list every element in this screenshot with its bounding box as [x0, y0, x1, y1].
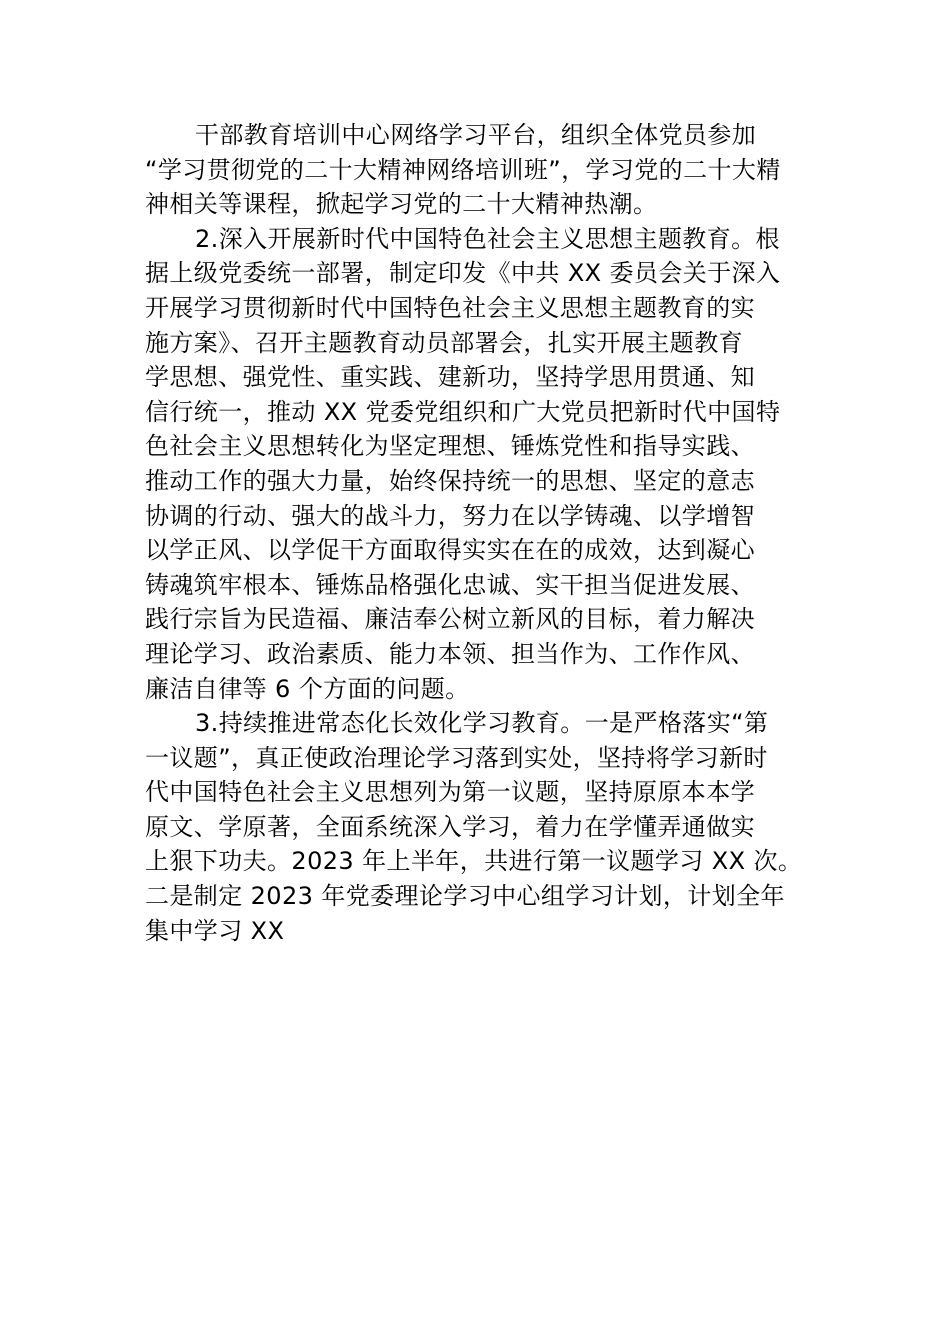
text-line: 原文、学原著，全面系统深入学习，着力在学懂弄通做实	[145, 812, 755, 841]
text-line: 铸魂筑牢根本、锤炼品格强化忠诚、实干担当促进发展、	[145, 570, 755, 599]
paragraph-3	[145, 706, 815, 948]
text-line: 上狠下功夫。2023 年上半年，共进行第一议题学习 XX 次。	[145, 847, 803, 876]
text-line: 践行宗旨为民造福、廉洁奉公树立新风的目标，着力解决	[145, 605, 755, 634]
text-line: 信行统一，推动 XX 党委党组织和广大党员把新时代中国特	[145, 397, 781, 426]
text-line: 学思想、强党性、重实践、建新功，坚持学思用贯通、知	[145, 363, 755, 392]
text-line: 2.深入开展新时代中国特色社会主义思想主题教育。根	[195, 224, 780, 253]
text-line: 代中国特色社会主义思想列为第一议题，坚持原原本本学	[145, 778, 755, 807]
text-line: “学习贯彻党的二十大精神网络培训班”，学习党的二十大精	[145, 155, 781, 184]
text-line: 3.持续推进常态化长效化学习教育。一是严格落实“第	[195, 709, 769, 738]
text-line: 协调的行动、强大的战斗力，努力在以学铸魂、以学增智	[145, 501, 755, 530]
text-line: 神相关等课程，掀起学习党的二十大精神热潮。	[145, 190, 658, 219]
text-line: 二是制定 2023 年党委理论学习中心组学习计划，计划全年	[145, 882, 785, 911]
text-line: 理论学习、政治素质、能力本领、担当作为、工作作风、	[145, 639, 755, 668]
text-line: 廉洁自律等 6 个方面的问题。	[145, 674, 470, 703]
paragraph-2	[145, 222, 815, 706]
text-line: 据上级党委统一部署，制定印发《中共 XX 委员会关于深入	[145, 259, 781, 288]
text-line: 色社会主义思想转化为坚定理想、锤炼党性和指导实践、	[145, 432, 755, 461]
text-line: 一议题”，真正使政治理论学习落到实处，坚持将学习新时	[145, 743, 768, 772]
text-line: 以学正风、以学促干方面取得实实在在的成效，达到凝心	[145, 536, 755, 565]
document-page	[145, 118, 815, 948]
text-line: 集中学习 XX	[145, 916, 285, 945]
text-line: 干部教育培训中心网络学习平台，组织全体党员参加	[195, 121, 757, 149]
paragraph-1	[145, 118, 815, 222]
text-line: 开展学习贯彻新时代中国特色社会主义思想主题教育的实	[145, 293, 755, 322]
text-line: 施方案》、召开主题教育动员部署会，扎实开展主题教育	[145, 328, 743, 357]
text-line: 推动工作的强大力量，始终保持统一的思想、坚定的意志	[145, 466, 755, 495]
